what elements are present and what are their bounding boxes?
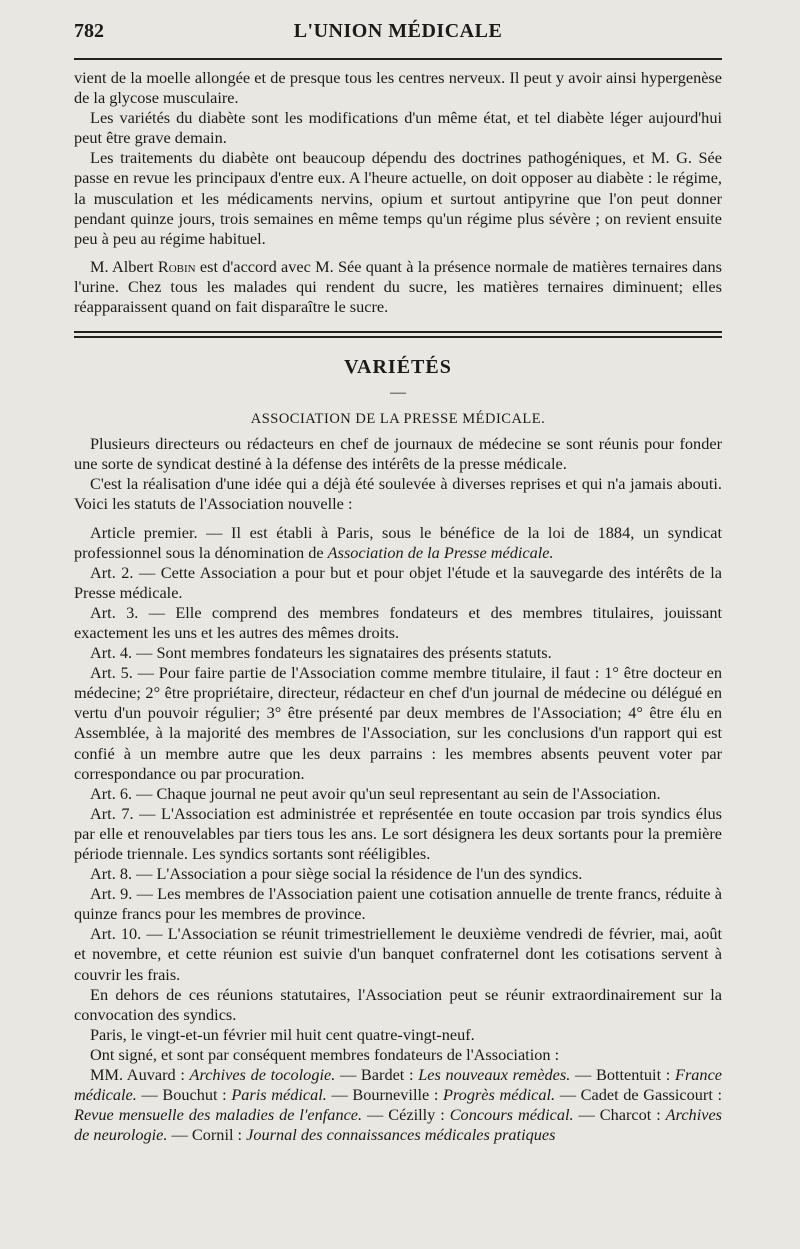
robin-prefix: M. Albert bbox=[90, 256, 158, 276]
page-header bbox=[74, 20, 722, 50]
page-number: 782 bbox=[74, 20, 104, 42]
robin-text: est d'accord avec M. Sée quant à la présence normale de matières ternaires dans l'urine. Chez tous les malades qui rendent du sucre, les matières ternaires diminuent; elles réapparaissent quand on fait disparaître le sucre. bbox=[74, 256, 722, 317]
journal-title: Journal des connaissances médicales pratiques bbox=[246, 1125, 556, 1145]
robin-name: Robin bbox=[157, 256, 196, 276]
journal-title: France médicale. bbox=[74, 1065, 723, 1105]
journal-title: Archives de tocologie. bbox=[189, 1065, 336, 1085]
journal-title: Revue mensuelle des maladies de l'enfance. bbox=[74, 1105, 363, 1125]
signatory-name: — Bardet : bbox=[335, 1065, 419, 1085]
article-1-italic: Association de la Presse médicale. bbox=[327, 542, 554, 562]
journal-title: Archives de neurologie. bbox=[74, 1105, 723, 1145]
journal-title: Paris médical. bbox=[231, 1085, 327, 1105]
signatory-name: — Charcot : bbox=[573, 1105, 666, 1125]
article: Art. 9. — Les membres de l'Association paient une cotisation annuelle de trente francs, réduite à quinze francs pour les membres de province. bbox=[74, 884, 722, 924]
article: Art. 3. — Elle comprend des membres fondateurs et des membres titulaires, jouissant exactement les uns et les autres des mêmes droits. bbox=[74, 602, 722, 642]
signatory-name: MM. Auvard : bbox=[90, 1065, 190, 1085]
robin-paragraph bbox=[74, 257, 722, 317]
journal-title: Concours médical. bbox=[449, 1105, 574, 1125]
journal-title: Progrès médical. bbox=[443, 1085, 556, 1105]
paragraph: Ont signé, et sont par conséquent membres fondateurs de l'Association : bbox=[90, 1044, 560, 1064]
article: Art. 10. — L'Association se réunit trimestriellement le deuxième vendredi de février, mai, août et novembre, et cette réunion est suivie d'un banquet confraternel dont les cotisations servent à couvrir les frais. bbox=[74, 924, 722, 984]
section-dash: — bbox=[390, 384, 406, 402]
article-1-text: Article premier. — Il est établi à Paris, sous le bénéfice de la loi de 1884, un syndicat professionnel sous la dénomination de bbox=[74, 522, 722, 562]
signatory-name: — Cadet de Gassicourt : bbox=[555, 1085, 722, 1105]
article: Art. 4. — Sont membres fondateurs les signataires des présents statuts. bbox=[90, 643, 552, 663]
signatory-name: — Bourneville : bbox=[326, 1085, 443, 1105]
paragraph: En dehors de ces réunions statutaires, l'Association peut se réunir extraordinairement sur la convocation des syndics. bbox=[74, 984, 722, 1024]
signatory-name: — Cézilly : bbox=[362, 1105, 450, 1125]
paragraph: Les variétés du diabète sont les modifications d'un même état, et tel diabète léger aujourd'hui peut être grave demain. bbox=[74, 108, 722, 148]
signatory-name: — Bottentuit : bbox=[570, 1065, 675, 1085]
signatory-name: — Cornil : bbox=[167, 1125, 247, 1145]
article: Art. 7. — L'Association est administrée et représentée en toute occasion par trois syndics élus par elle et renouvelables par tiers tous les ans. Le sort désignera les deux sortants pour la première période triennale. Les syndics sortants sont rééligibles. bbox=[74, 803, 722, 863]
article: Art. 8. — L'Association a pour siège social la résidence de l'un des syndics. bbox=[90, 864, 583, 884]
article-1 bbox=[74, 523, 722, 563]
article: Art. 5. — Pour faire partie de l'Association comme membre titulaire, il faut : 1° être docteur en médecine; 2° être propriétaire, directeur, rédacteur en chef d'un journal de médecine ou délégué en vertu d'un pouvoir régulier; 3° être présenté par deux membres de l'Association; 4° être élu en Assemblée, à la majorité des membres de l'Association, sur les conclusions d'un rapport qui est confié à un membre autre que les deux parrains : les membres absents peuvent voter par correspondance ou par procuration. bbox=[74, 663, 722, 783]
paragraph: Paris, le vingt-et-un février mil huit cent quatre-vingt-neuf. bbox=[90, 1024, 475, 1044]
paragraph: Les traitements du diabète ont beaucoup dépendu des doctrines pathogéniques, et M. G. Sée passe en revue les principaux d'entre eux. A l'heure actuelle, on doit opposer au diabète : le régime, la musculation et les médicaments nervins, opium et surtout antipyrine que l'on peut donner pendant quinze jours, trois semaines en même temps qu'un régime plus sévère ; on revient ensuite peu à peu au régime habituel. bbox=[74, 148, 722, 248]
signatories-list bbox=[74, 1065, 722, 1145]
signatory-name: — Bouchut : bbox=[136, 1085, 232, 1105]
journal-title: Les nouveaux remèdes. bbox=[418, 1065, 571, 1085]
header-rule bbox=[74, 58, 722, 60]
paragraph: vient de la moelle allongée et de presque tous les centres nerveux. Il peut y avoir ainsi hypergenèse de la glycose musculaire. bbox=[74, 68, 722, 108]
section-title: VARIÉTÉS bbox=[344, 356, 452, 379]
article: Art. 6. — Chaque journal ne peut avoir qu'un seul representant au sein de l'Association. bbox=[90, 783, 661, 803]
section-divider bbox=[74, 331, 722, 338]
paragraph: C'est la réalisation d'une idée qui a déjà été soulevée à diverses reprises et qui n'a jamais abouti. Voici les statuts de l'Association nouvelle : bbox=[74, 474, 722, 514]
section-subtitle: ASSOCIATION DE LA PRESSE MÉDICALE. bbox=[250, 411, 546, 428]
article: Art. 2. — Cette Association a pour but et pour objet l'étude et la sauvegarde des intérêts de la Presse médicale. bbox=[74, 562, 722, 602]
running-title: L'UNION MÉDICALE bbox=[293, 20, 503, 42]
paragraph: Plusieurs directeurs ou rédacteurs en chef de journaux de médecine se sont réunis pour fonder une sorte de syndicat destiné à la défense des intérêts de la presse médicale. bbox=[74, 434, 722, 474]
